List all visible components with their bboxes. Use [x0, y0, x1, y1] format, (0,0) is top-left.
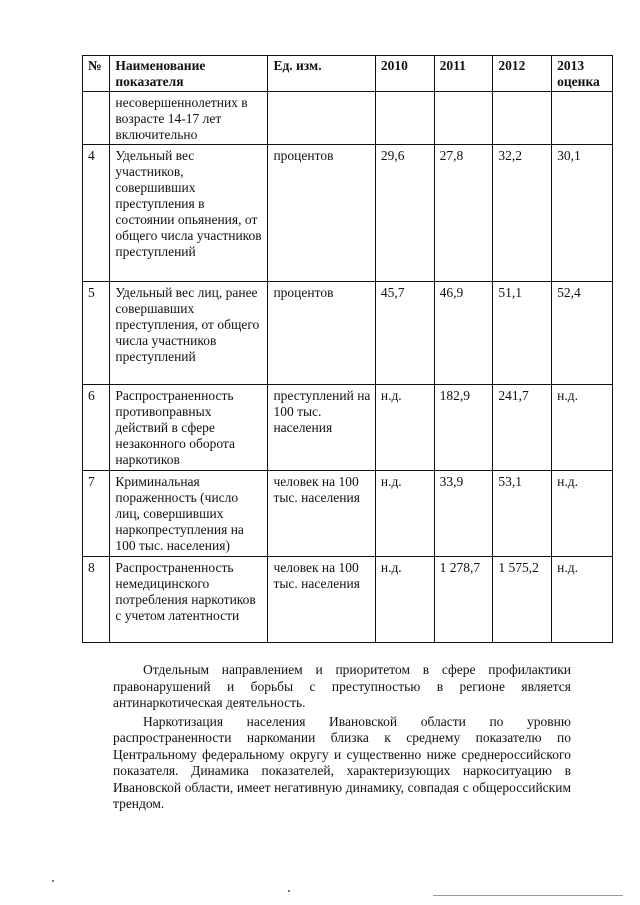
row-name: Удельный вес лиц, ранее совершавших преступления, от общего числа участников преступлений: [110, 282, 268, 385]
row-2012: 1 575,2: [493, 557, 552, 643]
table-row: [83, 471, 613, 557]
row-name: Распространенность немедицинского потребления наркотиков с учетом латентности: [110, 557, 268, 643]
row-2011: 27,8: [434, 145, 493, 282]
row-name: Распространенность противоправных действий в сфере незаконного оборота наркотиков: [110, 385, 268, 471]
row-2013: [552, 92, 613, 145]
row-unit: человек на 100 тыс. населения: [268, 471, 375, 557]
row-2011: [434, 92, 493, 145]
scan-mark: [433, 895, 623, 896]
row-2011: 33,9: [434, 471, 493, 557]
header-2013: 2013 оценка: [552, 56, 613, 92]
row-name: Удельный вес участников, совершивших преступления в состоянии опьянения, от общего числа участников преступлений: [110, 145, 268, 282]
row-unit: процентов: [268, 145, 375, 282]
row-2011: 1 278,7: [434, 557, 493, 643]
row-2012: 241,7: [493, 385, 552, 471]
row-num: 7: [83, 471, 110, 557]
table-row: [83, 385, 613, 471]
header-unit: Ед. изм.: [268, 56, 375, 92]
table-row: [83, 145, 613, 282]
row-2010: н.д.: [375, 557, 434, 643]
row-num: [83, 92, 110, 145]
row-num: 5: [83, 282, 110, 385]
row-2013: н.д.: [552, 471, 613, 557]
header-2011: 2011: [434, 56, 493, 92]
table-row: [83, 557, 613, 643]
row-name: Криминальная пораженность (число лиц, совершивших наркопреступления на 100 тыс. населения): [110, 471, 268, 557]
row-name: несовершеннолетних в возрасте 14-17 лет включительно: [110, 92, 268, 145]
header-2012: 2012: [493, 56, 552, 92]
paragraph: Отдельным направлением и приоритетом в сфере профилактики правонарушений и борьбы с преступностью в регионе является антинаркотическая деятельность.: [113, 662, 571, 710]
header-2010: 2010: [375, 56, 434, 92]
row-2013: 30,1: [552, 145, 613, 282]
row-num: 6: [83, 385, 110, 471]
row-2013: н.д.: [552, 385, 613, 471]
body-text: [113, 662, 571, 813]
row-unit: человек на 100 тыс. населения: [268, 557, 375, 643]
row-unit: процентов: [268, 282, 375, 385]
row-2011: 182,9: [434, 385, 493, 471]
scan-mark: [52, 880, 54, 882]
table-header-row: [83, 56, 613, 92]
row-2010: н.д.: [375, 471, 434, 557]
row-2010: 45,7: [375, 282, 434, 385]
row-2013: 52,4: [552, 282, 613, 385]
row-unit: преступлений на 100 тыс. населения: [268, 385, 375, 471]
table-row: [83, 92, 613, 145]
header-name: Наименование показателя: [110, 56, 268, 92]
row-2012: 51,1: [493, 282, 552, 385]
indicators-table: [82, 55, 613, 643]
row-2013: н.д.: [552, 557, 613, 643]
row-2012: 53,1: [493, 471, 552, 557]
scan-mark: [288, 890, 290, 892]
row-num: 8: [83, 557, 110, 643]
row-unit: [268, 92, 375, 145]
row-2012: 32,2: [493, 145, 552, 282]
row-2010: н.д.: [375, 385, 434, 471]
row-num: 4: [83, 145, 110, 282]
row-2011: 46,9: [434, 282, 493, 385]
row-2012: [493, 92, 552, 145]
paragraph: Наркотизация населения Ивановской области по уровню распространенности наркомании близка к среднему показателю по Центральному федеральному округу и существенно ниже среднероссийского показателя. Динамика показателей, характеризующих наркоситуацию в Ивановской области, имеет негативную динамику, совпадая с общероссийским трендом.: [113, 713, 571, 811]
table-row: [83, 282, 613, 385]
row-2010: [375, 92, 434, 145]
row-2010: 29,6: [375, 145, 434, 282]
header-num: №: [83, 56, 110, 92]
